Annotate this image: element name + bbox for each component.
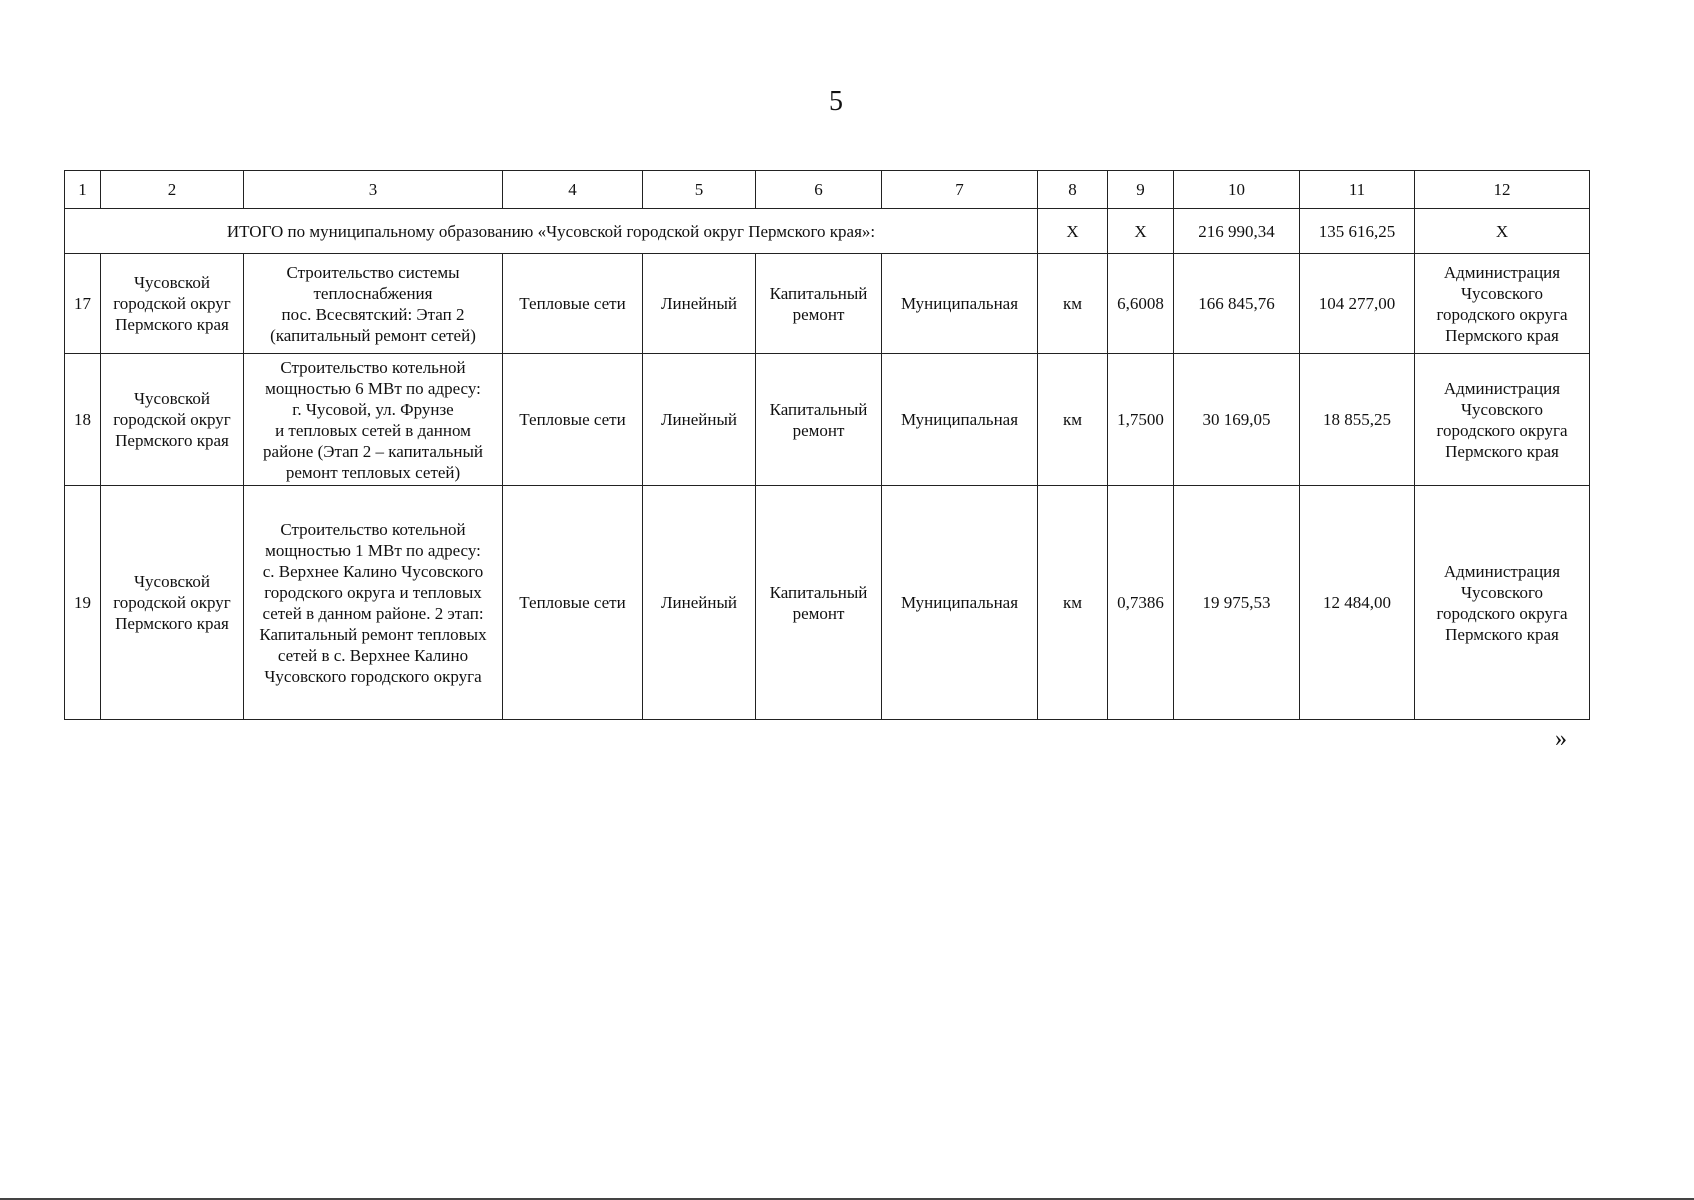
object-cell: Строительство системы теплоснабжения пос. Всесвятский: Этап 2 (капитальный ремонт сетей): [244, 254, 503, 354]
cost-fund-cell: 18 855,25: [1300, 354, 1415, 486]
data-table: [64, 170, 1590, 720]
length-cell: 1,7500: [1108, 354, 1174, 486]
column-number: 9: [1108, 171, 1174, 209]
unit-cell: км: [1038, 254, 1108, 354]
column-number: 3: [244, 171, 503, 209]
cost-total-cell: 166 845,76: [1174, 254, 1300, 354]
total-label: ИТОГО по муниципальному образованию «Чусовской городской округ Пермского края»:: [65, 209, 1038, 254]
total-cell: 135 616,25: [1300, 209, 1415, 254]
row-number: 17: [65, 254, 101, 354]
municipality-cell: Чусовской городской округ Пермского края: [101, 354, 244, 486]
ownership-cell: Муниципальная: [882, 486, 1038, 720]
page-number: 5: [829, 86, 843, 117]
type-cell: Тепловые сети: [503, 486, 643, 720]
column-number: 4: [503, 171, 643, 209]
total-cell: Х: [1108, 209, 1174, 254]
municipality-cell: Чусовской городской округ Пермского края: [101, 486, 244, 720]
kind-cell: Линейный: [643, 486, 756, 720]
row-number: 18: [65, 354, 101, 486]
cost-total-cell: 19 975,53: [1174, 486, 1300, 720]
column-number: 12: [1415, 171, 1590, 209]
unit-cell: км: [1038, 486, 1108, 720]
table-row: [65, 354, 1590, 486]
column-number: 5: [643, 171, 756, 209]
closing-quote-mark: »: [1555, 726, 1567, 752]
work-cell: Капитальный ремонт: [756, 254, 882, 354]
total-cell: Х: [1415, 209, 1590, 254]
column-number: 8: [1038, 171, 1108, 209]
kind-cell: Линейный: [643, 354, 756, 486]
table-row: [65, 254, 1590, 354]
total-row: [65, 209, 1590, 254]
length-cell: 6,6008: [1108, 254, 1174, 354]
column-number-row: [65, 171, 1590, 209]
customer-cell: Администрация Чусовского городского округа Пермского края: [1415, 254, 1590, 354]
customer-cell: Администрация Чусовского городского округа Пермского края: [1415, 354, 1590, 486]
work-cell: Капитальный ремонт: [756, 486, 882, 720]
object-cell: Строительство котельной мощностью 1 МВт по адресу: с. Верхнее Калино Чусовского городского округа и тепловых сетей в данном районе. 2 этап: Капитальный ремонт тепловых сетей в с. Верхнее Калино Чусовского городского округа: [244, 486, 503, 720]
customer-cell: Администрация Чусовского городского округа Пермского края: [1415, 486, 1590, 720]
ownership-cell: Муниципальная: [882, 354, 1038, 486]
object-cell: Строительство котельной мощностью 6 МВт по адресу: г. Чусовой, ул. Фрунзе и тепловых сетей в данном районе (Этап 2 – капитальный ремонт тепловых сетей): [244, 354, 503, 486]
cost-fund-cell: 12 484,00: [1300, 486, 1415, 720]
table-row: [65, 486, 1590, 720]
municipality-cell: Чусовской городской округ Пермского края: [101, 254, 244, 354]
type-cell: Тепловые сети: [503, 354, 643, 486]
ownership-cell: Муниципальная: [882, 254, 1038, 354]
cost-total-cell: 30 169,05: [1174, 354, 1300, 486]
kind-cell: Линейный: [643, 254, 756, 354]
column-number: 6: [756, 171, 882, 209]
total-cell: 216 990,34: [1174, 209, 1300, 254]
column-number: 10: [1174, 171, 1300, 209]
column-number: 7: [882, 171, 1038, 209]
column-number: 2: [101, 171, 244, 209]
unit-cell: км: [1038, 354, 1108, 486]
total-cell: Х: [1038, 209, 1108, 254]
column-number: 11: [1300, 171, 1415, 209]
column-number: 1: [65, 171, 101, 209]
length-cell: 0,7386: [1108, 486, 1174, 720]
row-number: 19: [65, 486, 101, 720]
work-cell: Капитальный ремонт: [756, 354, 882, 486]
type-cell: Тепловые сети: [503, 254, 643, 354]
cost-fund-cell: 104 277,00: [1300, 254, 1415, 354]
